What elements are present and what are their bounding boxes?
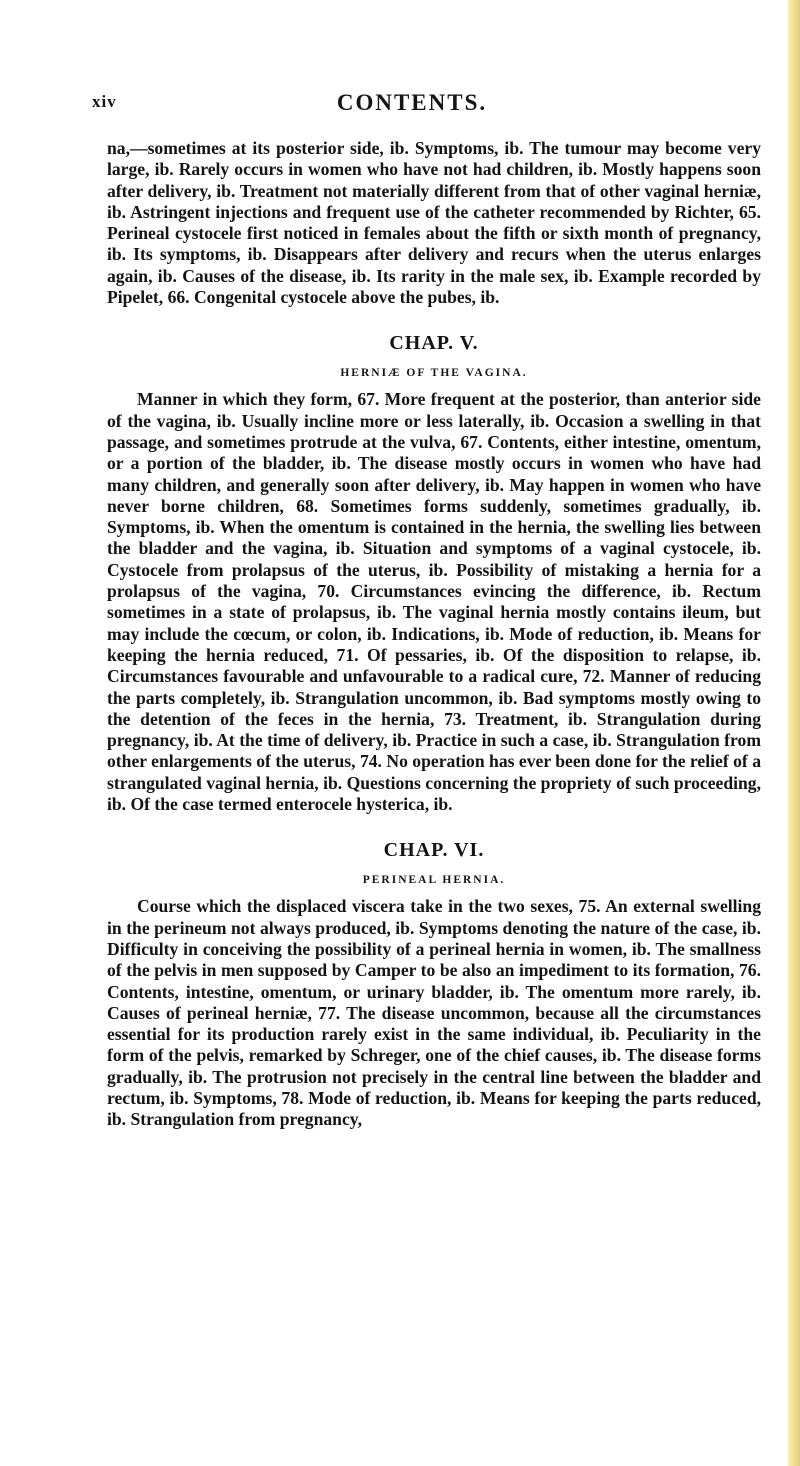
intro-paragraph: na,—sometimes at its posterior side, ib. Symptoms, ib. The tumour may become very large, ib. Rarely occurs in women who have not had children, ib. Mostly happens soon after delivery, ib. Treatment not materially different from that of other vaginal herniæ, ib. Astringent injections and frequent use of the catheter recommended by Richter, 65. Perineal cystocele first noticed in females about the fifth or sixth month of pregnancy, ib. Its symptoms, ib. Disappears after delivery and recurs when the uterus enlarges again, ib. Causes of the disease, ib. Its rarity in the male sex, ib. Example recorded by Pipelet, 66. Congenital cystocele above the pubes, ib.	[107, 138, 761, 308]
page-number: xiv	[92, 92, 117, 111]
chapter-summary: Manner in which they form, 67. More frequent at the posterior, than anterior side of the vagina, ib. Usually incline more or less laterally, ib. Occasion a swelling in that passage, and sometimes protrude at the vulva, 67. Contents, either intestine, omentum, or a portion of the bladder, ib. The disease mostly occurs in women who have had many children, and generally soon after delivery, ib. May happen in women who have never borne children, 68. Sometimes forms suddenly, sometimes gradually, ib. Symptoms, ib. When the omentum is contained in the hernia, the swelling lies between the bladder and the vagina, ib. Situation and symptoms of a vaginal cystocele, ib. Cystocele from prolapsus of the uterus, ib. Possibility of mistaking a hernia for a prolapsus of the vagina, 70. Circumstances evincing the difference, ib. Rectum sometimes in a state of prolapsus, ib. The vaginal hernia mostly contains ileum, but may include the cœcum, or colon, ib. Indications, ib. Mode of reduction, ib. Means for keeping the hernia reduced, 71. Of pessaries, ib. Of the disposition to relapse, ib. Circumstances favourable and unfavourable to a radical cure, 72. Manner of reducing the parts completely, ib. Strangulation uncommon, ib. Bad symptoms mostly owing to the detention of the feces in the hernia, 73. Treatment, ib. Strangulation during pregnancy, ib. At the time of delivery, ib. Practice in such a case, ib. Strangulation from other enlargements of the uterus, 74. No operation has ever been done for the relief of a strangulated vaginal hernia, ib. Questions concerning the propriety of such proceeding, ib. Of the case termed enterocele hysterica, ib.	[107, 389, 761, 815]
contents-body	[107, 138, 761, 1131]
running-title: CONTENTS.	[336, 90, 488, 115]
chapter-subheading: PERINEAL HERNIA.	[362, 874, 506, 887]
chapter-section-vi	[107, 839, 761, 1130]
chapter-heading: CHAP. V.	[389, 332, 479, 355]
page-edge-shadow	[786, 0, 800, 1466]
page-header	[92, 90, 732, 122]
chapter-section-v	[107, 332, 761, 815]
chapter-subheading: HERNIÆ OF THE VAGINA.	[340, 367, 528, 380]
chapter-summary: Course which the displaced viscera take in the two sexes, 75. An external swelling in the perineum not always produced, ib. Symptoms denoting the nature of the case, ib. Difficulty in conceiving the possibility of a perineal hernia in women, ib. The smallness of the pelvis in men supposed by Camper to be also an impediment to its formation, 76. Contents, intestine, omentum, or urinary bladder, ib. The omentum more rarely, ib. Causes of perineal herniæ, 77. The disease uncommon, because all the circumstances essential for its production rarely exist in the same individual, ib. Peculiarity in the form of the pelvis, remarked by Schreger, one of the chief causes, ib. The disease forms gradually, ib. The protrusion not precisely in the central line between the bladder and rectum, ib. Symptoms, 78. Mode of reduction, ib. Means for keeping the parts reduced, ib. Strangulation from pregnancy,	[107, 896, 761, 1130]
chapter-heading: CHAP. VI.	[383, 839, 485, 862]
